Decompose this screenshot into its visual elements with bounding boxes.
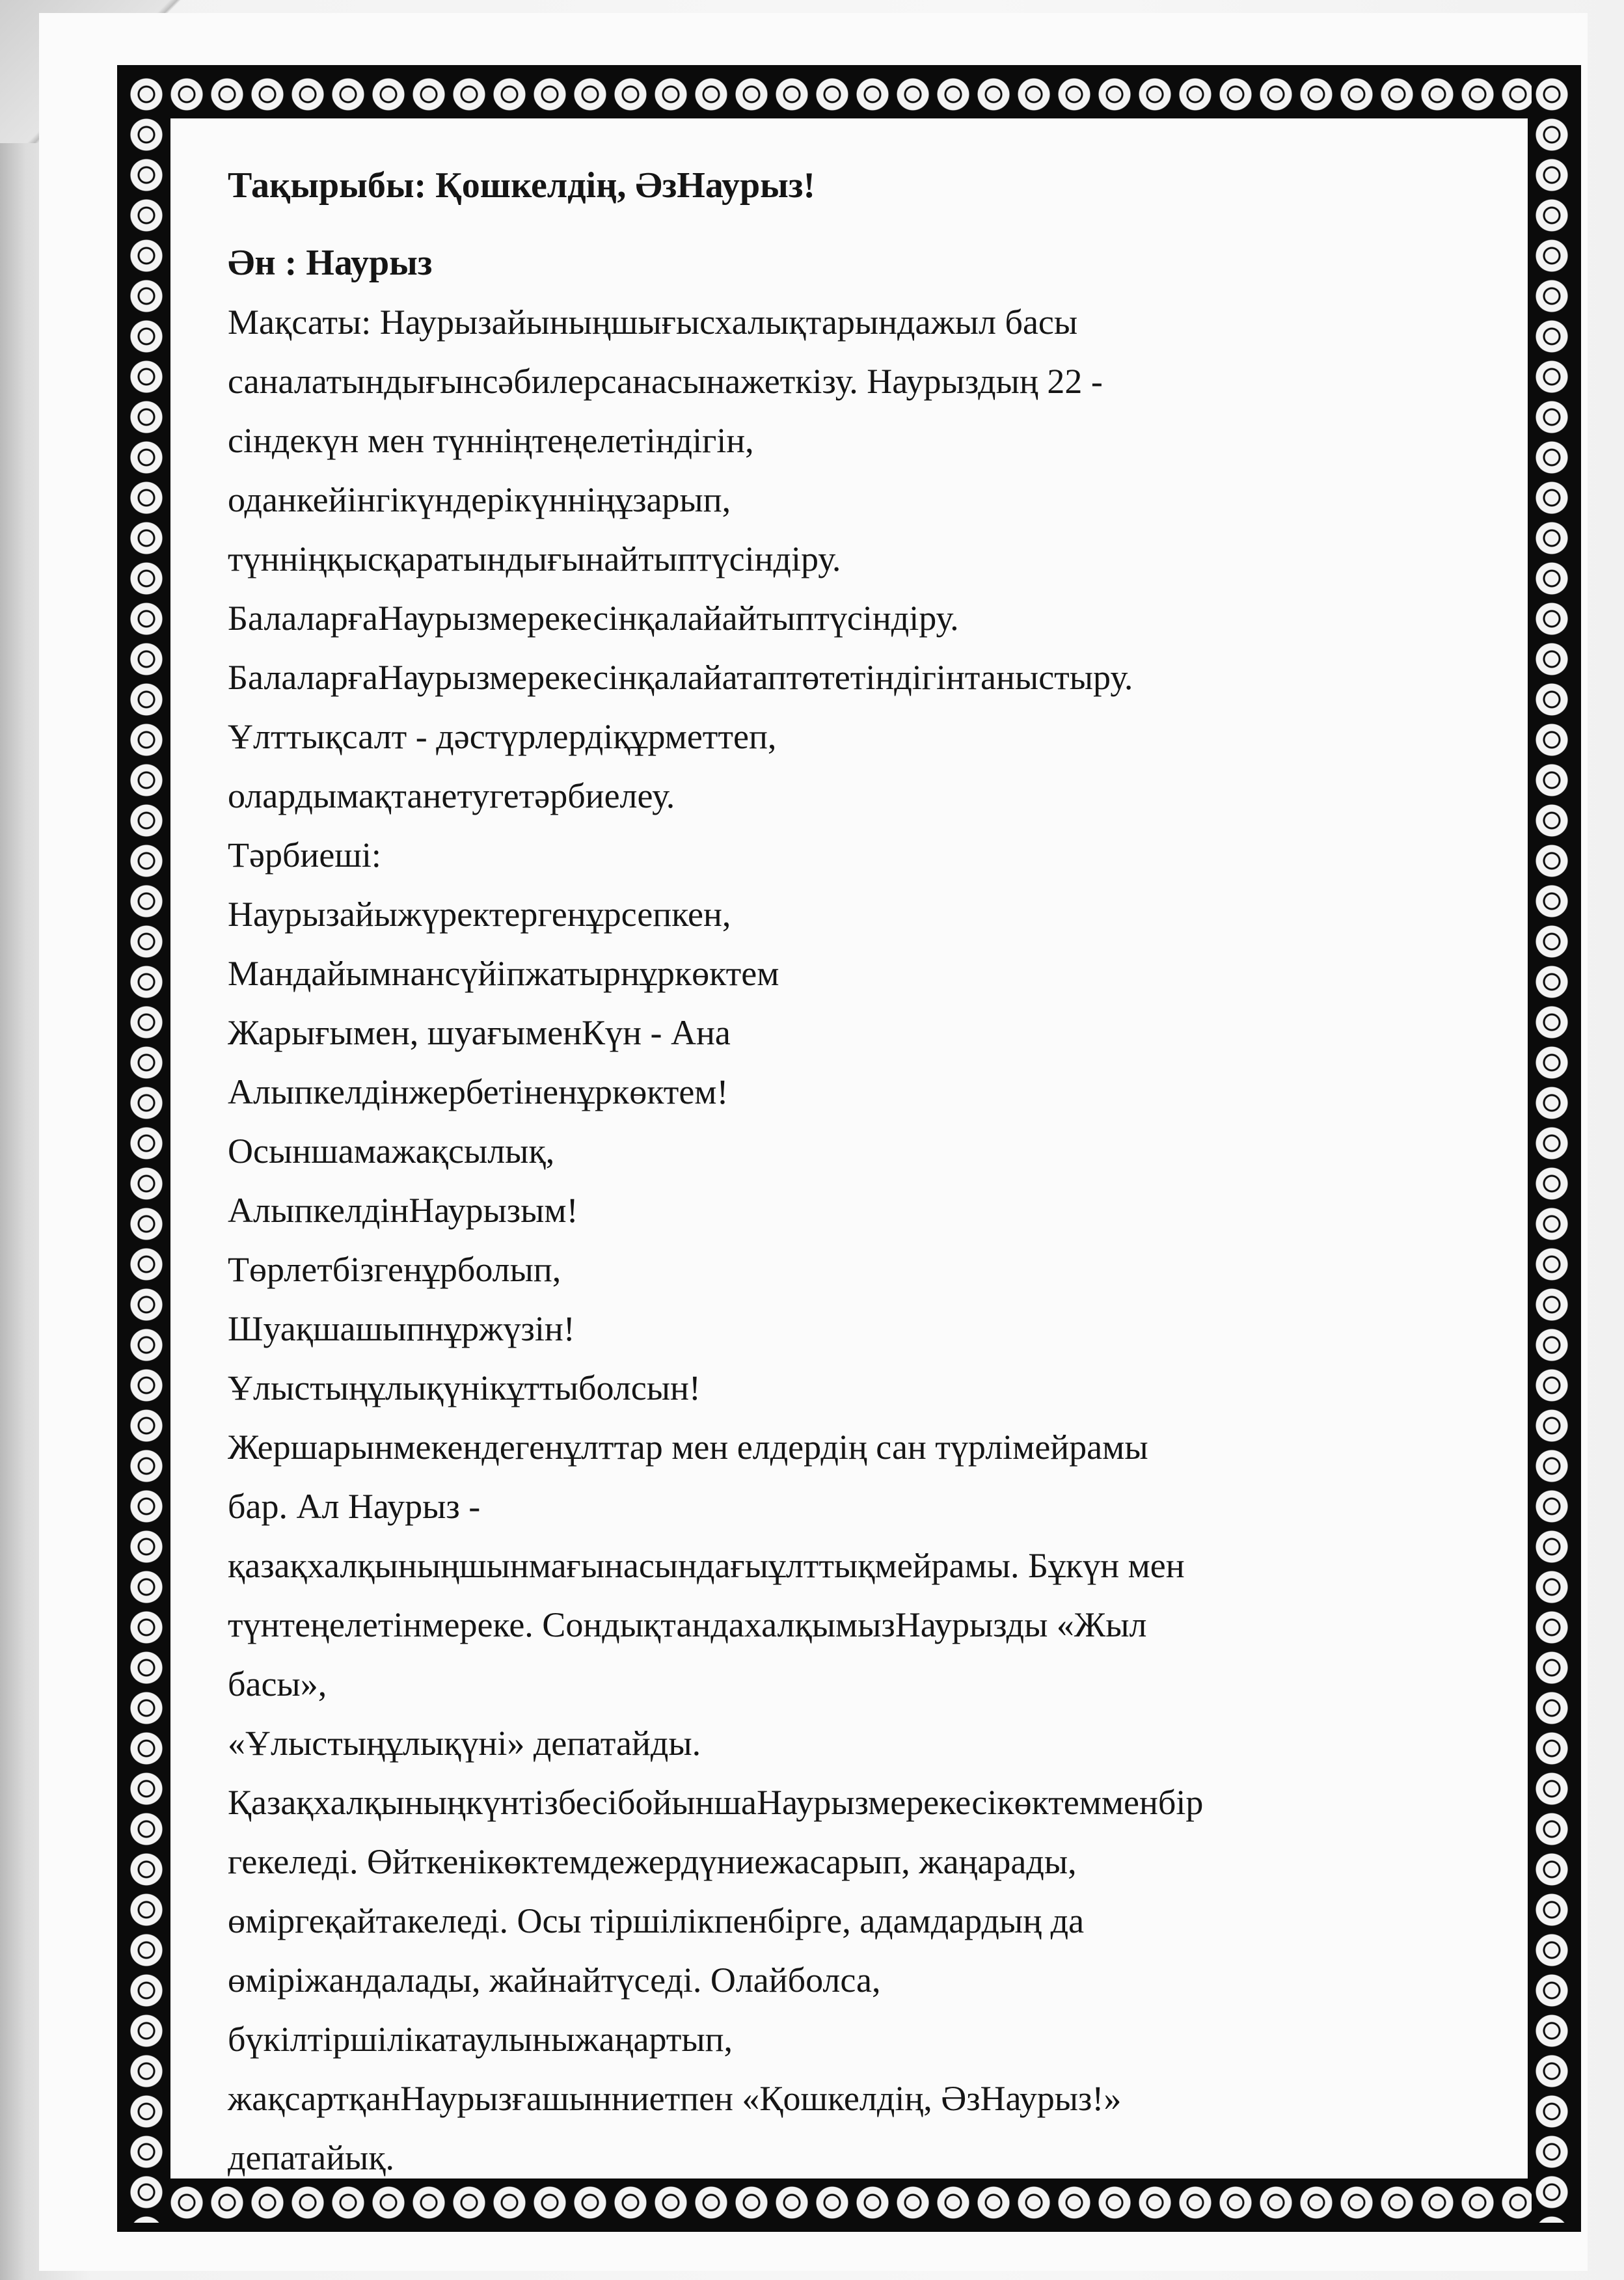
- text-line: сіндекүн мен түнніңтеңелетіндігін,: [228, 421, 754, 460]
- text-line: Наурызайыжүректергенұрсепкен,: [228, 895, 731, 934]
- text-line: бар. Ал Наурыз -: [228, 1487, 481, 1526]
- document-body: [228, 156, 1496, 2188]
- border-bottom-ornament: [126, 2182, 1572, 2223]
- border-left-ornament: [126, 74, 167, 2223]
- text-line: жақсартқанНаурызғашынниетпен «Қошкелдің, ӘзНаурыз!»: [228, 2079, 1122, 2118]
- text-line: АлыпкелдінНаурызым!: [228, 1191, 578, 1230]
- text-line: БалаларғаНаурызмерекесінқалайайтыптүсіндіру.: [228, 599, 959, 638]
- text-line: бүкілтіршілікатаулыныжаңартып,: [228, 2020, 733, 2059]
- text-line: Шуақшашыпнұржүзін!: [228, 1309, 575, 1348]
- text-line: «Ұлыстыңұлықүні» депатайды.: [228, 1724, 701, 1763]
- text-line: гекеледі. Өйткенікөктемдежердүниежасарып, жаңарады,: [228, 1842, 1077, 1881]
- text-line: қазақхалқыныңшынмағынасындағыұлттықмейрамы. Бұкүн мен: [228, 1546, 1185, 1585]
- text-line: оданкейінгікүндерікүнніңұзарып,: [228, 480, 731, 519]
- text-line: саналатындығынсәбилерсанасынажеткізу. Наурыздың 22 -: [228, 362, 1103, 401]
- text-line: Осыншамажақсылық,: [228, 1132, 555, 1171]
- text-line: өміріжандалады, жайнайтүседі. Олайболса,: [228, 1961, 881, 2000]
- text-line: ҚазақхалқыныңкүнтізбесібойыншаНаурызмерекесікөктемменбір: [228, 1783, 1204, 1822]
- text-line: Мандайымнансүйіпжатырнұркөктем: [228, 954, 779, 993]
- text-line: Мақсаты: Наурызайыныңшығысхалықтарындажыл басы: [228, 303, 1078, 342]
- text-line: Тәрбиеші:: [228, 835, 381, 875]
- song-heading: Ән : Наурыз: [228, 243, 433, 283]
- page-title: Тақырыбы: Қошкелдің, ӘзНаурыз!: [228, 165, 815, 206]
- text-line: депатайық.: [228, 2138, 395, 2177]
- text-line: өміргеқайтакеледі. Осы тіршілікпенбірге, адамдардың да: [228, 1901, 1085, 1940]
- text-line: түнтеңелетінмереке. СондықтандахалқымызНаурызды «Жыл: [228, 1605, 1147, 1644]
- text-line: Төрлетбізгенұрболып,: [228, 1250, 562, 1289]
- text-line: Ұлыстыңұлықүнікұттыболсын!: [228, 1368, 701, 1407]
- text-line: басы»,: [228, 1664, 327, 1703]
- text-line: түнніңқысқаратындығынайтыптүсіндіру.: [228, 539, 841, 578]
- text-line: олардымақтанетугетәрбиелеу.: [228, 776, 675, 815]
- border-right-ornament: [1532, 74, 1572, 2223]
- body-text: [228, 293, 1496, 2188]
- text-line: БалаларғаНаурызмерекесінқалайатаптөтетіндігінтаныстыру.: [228, 658, 1133, 697]
- text-line: Ұлттықсалт - дәстүрлердіқұрметтеп,: [228, 717, 777, 756]
- text-line: Жершарынмекендегенұлттар мен елдердің сан түрлімейрамы: [228, 1428, 1148, 1467]
- border-top-ornament: [126, 74, 1572, 115]
- text-line: Жарығымен, шуағыменКүн - Ана: [228, 1013, 731, 1052]
- text-line: Алыпкелдінжербетіненұркөктем!: [228, 1072, 729, 1111]
